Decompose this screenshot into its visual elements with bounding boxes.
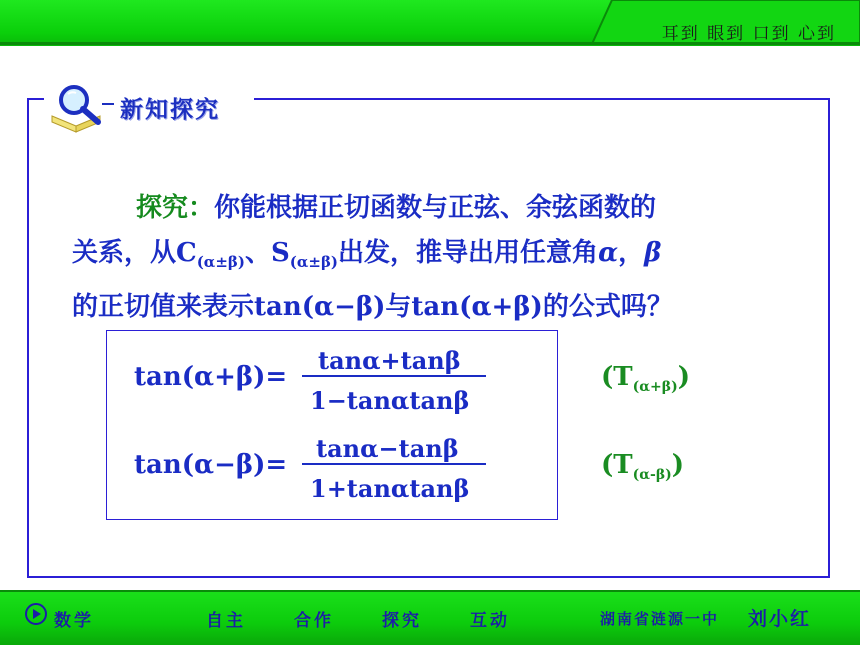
formula-minus-fraction-bar (302, 463, 486, 465)
subscript-c: (α±β) (196, 253, 245, 271)
alpha-symbol: α (598, 238, 619, 268)
bottom-bar (0, 590, 860, 645)
formula-plus-lhs: tan(α+β)= (134, 362, 288, 392)
bottom-bar-divider (0, 590, 860, 592)
section-title: 新知探究 (120, 97, 220, 123)
question-line1: 你能根据正切函数与正弦、余弦函数的 (214, 193, 657, 223)
label-t-minus (601, 450, 684, 483)
nav-subject[interactable]: 数学 (54, 611, 94, 631)
formula-minus-denominator: 1+tanαtanβ (310, 474, 470, 503)
nav-interaction[interactable]: 互动 (470, 611, 510, 631)
author-name: 刘小红 (748, 608, 812, 630)
question-line2-a: 关系，从C (72, 238, 197, 268)
motto-text: 耳到 眼到 口到 心到 (661, 24, 836, 44)
label-t-minus-sub: (α-β) (632, 467, 672, 483)
nav-cooperation[interactable]: 合作 (294, 611, 334, 631)
subscript-s: (α±β) (289, 253, 339, 271)
formula-plus-denominator: 1−tanαtanβ (310, 386, 470, 415)
label-t-plus-main: (T (601, 362, 633, 392)
formula-minus-numerator: tanα−tanβ (316, 434, 459, 463)
school-name: 湖南省涟源一中 (600, 610, 720, 628)
question-line2-c: 出发，推导出用任意角 (338, 238, 599, 268)
comma: ， (618, 238, 645, 268)
question-line2-b: 、S (244, 238, 290, 268)
formula-plus-numerator: tanα+tanβ (318, 346, 461, 375)
label-t-minus-end: ) (671, 450, 685, 480)
nav-self-study[interactable]: 自主 (206, 611, 246, 631)
beta-symbol: β (644, 238, 662, 268)
magnifier-book-icon (48, 82, 116, 134)
question-paragraph (72, 186, 772, 330)
formula-minus-lhs: tan(α−β)= (134, 450, 288, 480)
play-icon[interactable] (25, 603, 47, 625)
question-line3: 的正切值来表示tan(α−β)与tan(α+β)的公式吗？ (72, 292, 673, 322)
label-t-plus-sub: (α+β) (632, 379, 678, 395)
label-t-minus-main: (T (601, 450, 633, 480)
label-t-plus (601, 362, 690, 395)
formula-plus-fraction-bar (302, 375, 486, 377)
label-t-plus-end: ) (677, 362, 691, 392)
question-lead: 探究： (136, 193, 215, 223)
nav-exploration[interactable]: 探究 (382, 611, 422, 631)
